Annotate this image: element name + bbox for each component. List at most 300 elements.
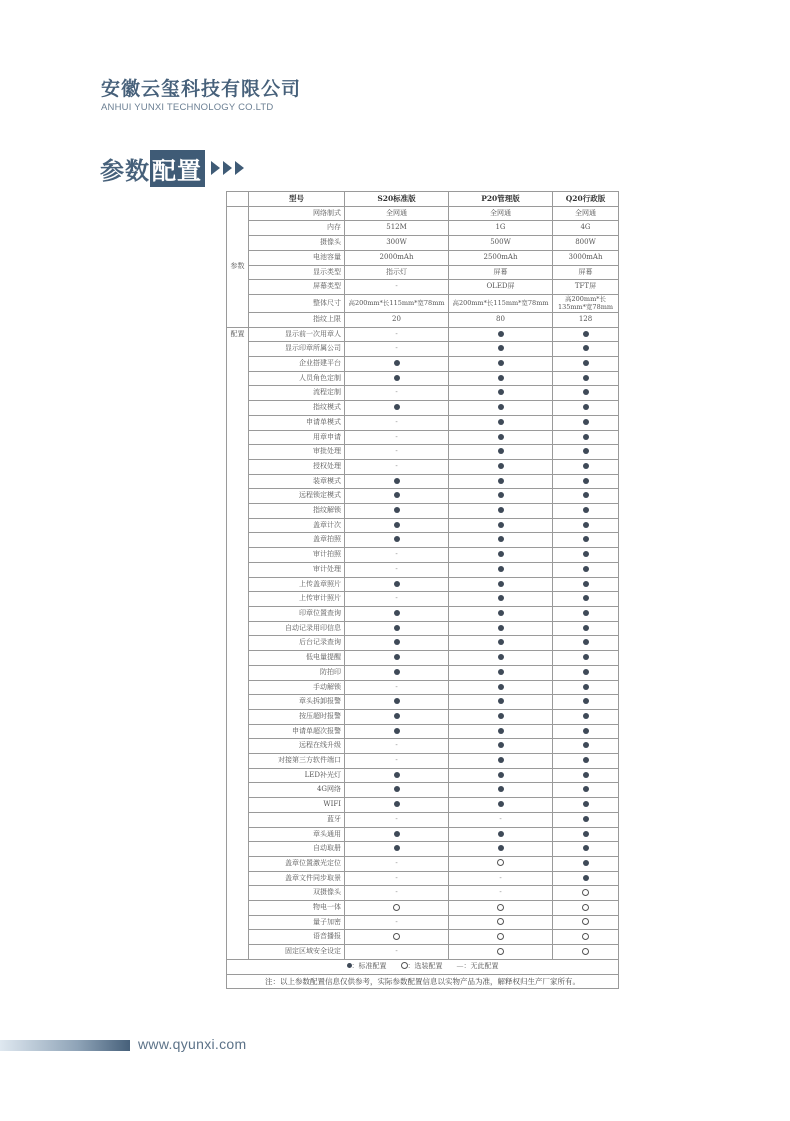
- standard-dot-icon: [583, 757, 589, 763]
- standard-dot-icon: [583, 566, 589, 572]
- item-value: [449, 636, 553, 651]
- item-value: [345, 415, 449, 430]
- table-row: [227, 901, 619, 916]
- table-row: [227, 577, 619, 592]
- item-name: 后台记录查询: [249, 636, 345, 651]
- item-value: [449, 754, 553, 769]
- standard-dot-icon: [498, 713, 504, 719]
- table-row: [227, 430, 619, 445]
- standard-dot-icon: [498, 786, 504, 792]
- item-value: [449, 680, 553, 695]
- item-value: [553, 886, 619, 901]
- legend-row: [227, 959, 619, 974]
- standard-dot-icon: [583, 522, 589, 528]
- none-dash: -: [395, 344, 398, 353]
- standard-dot-icon: [498, 845, 504, 851]
- footer-url[interactable]: www.qyunxi.com: [138, 1036, 247, 1052]
- table-row: [227, 768, 619, 783]
- standard-dot-icon: [583, 507, 589, 513]
- item-value: [449, 842, 553, 857]
- standard-dot-icon: [498, 684, 504, 690]
- spec-table-container: [226, 191, 618, 989]
- table-row: [227, 856, 619, 871]
- item-value: [553, 901, 619, 916]
- standard-dot-icon: [498, 772, 504, 778]
- item-value: [553, 606, 619, 621]
- standard-dot-icon: [583, 698, 589, 704]
- item-value: [345, 842, 449, 857]
- table-row: [227, 709, 619, 724]
- item-value: [345, 327, 449, 342]
- table-row: [227, 221, 619, 236]
- standard-dot-icon: [583, 816, 589, 822]
- company-name-cn: 安徽云玺科技有限公司: [101, 78, 302, 100]
- item-value: [449, 489, 553, 504]
- item-value: [553, 783, 619, 798]
- item-value: [449, 651, 553, 666]
- item-value: [345, 856, 449, 871]
- item-value: [449, 533, 553, 548]
- item-value: [345, 562, 449, 577]
- item-value: OLED屏: [449, 280, 553, 295]
- item-name: 印章位置查询: [249, 606, 345, 621]
- item-value: [553, 489, 619, 504]
- item-value: [449, 695, 553, 710]
- item-value: [553, 930, 619, 945]
- standard-dot-icon: [498, 448, 504, 454]
- standard-dot-icon: [583, 610, 589, 616]
- standard-dot-icon: [498, 625, 504, 631]
- item-name: 授权处理: [249, 459, 345, 474]
- item-value: [449, 930, 553, 945]
- item-value: [553, 636, 619, 651]
- header-cell: S20标准版: [345, 192, 449, 207]
- table-row: [227, 445, 619, 460]
- item-value: [553, 474, 619, 489]
- item-name: 手动解锁: [249, 680, 345, 695]
- item-value: [553, 548, 619, 563]
- item-name: 装章模式: [249, 474, 345, 489]
- item-value: 800W: [553, 236, 619, 251]
- table-row: [227, 812, 619, 827]
- section-title-part1: 参数: [100, 156, 150, 185]
- optional-circle-icon: [497, 948, 504, 955]
- table-row: [227, 739, 619, 754]
- standard-dot-icon: [498, 345, 504, 351]
- standard-dot-icon: [394, 625, 400, 631]
- item-value: 512M: [345, 221, 449, 236]
- standard-dot-icon: [583, 625, 589, 631]
- item-name: 4G网络: [249, 783, 345, 798]
- note-row: [227, 974, 619, 989]
- table-row: [227, 533, 619, 548]
- table-row: [227, 798, 619, 813]
- item-value: [345, 636, 449, 651]
- table-row: [227, 386, 619, 401]
- item-value: [345, 827, 449, 842]
- item-name: 双摄像头: [249, 886, 345, 901]
- item-name: 按压超时报警: [249, 709, 345, 724]
- none-dash: -: [395, 917, 398, 926]
- item-value: 指示灯: [345, 265, 449, 280]
- standard-dot-icon: [394, 654, 400, 660]
- item-value: [449, 724, 553, 739]
- optional-circle-icon: [582, 933, 589, 940]
- table-row: [227, 871, 619, 886]
- item-value: [553, 695, 619, 710]
- optional-circle-icon: [582, 948, 589, 955]
- item-value: 高200mm*长115mm*宽78mm: [449, 294, 553, 312]
- none-dash: -: [395, 461, 398, 470]
- item-value: [553, 430, 619, 445]
- item-value: 全网通: [345, 206, 449, 221]
- optional-circle-icon: [401, 962, 408, 969]
- item-value: [345, 533, 449, 548]
- item-name: 盖章位置激光定位: [249, 856, 345, 871]
- legend-optional: ：选装配置: [407, 961, 443, 970]
- none-dash: -: [395, 329, 398, 338]
- none-dash: -: [395, 447, 398, 456]
- item-value: [345, 577, 449, 592]
- optional-circle-icon: [582, 904, 589, 911]
- item-value: 2000mAh: [345, 250, 449, 265]
- standard-dot-icon: [347, 963, 352, 968]
- standard-dot-icon: [583, 375, 589, 381]
- legend-none: ：无此配置: [463, 961, 499, 970]
- standard-dot-icon: [394, 669, 400, 675]
- item-value: [449, 945, 553, 960]
- item-value: 2500mAh: [449, 250, 553, 265]
- item-value: 300W: [345, 236, 449, 251]
- table-row: [227, 606, 619, 621]
- standard-dot-icon: [394, 478, 400, 484]
- item-value: [449, 592, 553, 607]
- item-value: [449, 783, 553, 798]
- standard-dot-icon: [583, 434, 589, 440]
- item-value: [449, 827, 553, 842]
- item-value: [553, 357, 619, 372]
- note-cell: 注：以上参数配置信息仅供参考，实际参数配置信息以实物产品为准，解释权归生产厂家所有。: [227, 974, 619, 989]
- item-name: 物电一体: [249, 901, 345, 916]
- item-name: 内存: [249, 221, 345, 236]
- item-value: TFT屏: [553, 280, 619, 295]
- table-row: [227, 680, 619, 695]
- standard-dot-icon: [498, 507, 504, 513]
- item-value: [345, 280, 449, 295]
- standard-dot-icon: [394, 522, 400, 528]
- item-value: [553, 518, 619, 533]
- table-row: [227, 342, 619, 357]
- standard-dot-icon: [498, 419, 504, 425]
- item-value: [345, 342, 449, 357]
- item-value: [345, 665, 449, 680]
- standard-dot-icon: [583, 389, 589, 395]
- standard-dot-icon: [394, 728, 400, 734]
- standard-dot-icon: [498, 581, 504, 587]
- item-value: [449, 886, 553, 901]
- item-name: 审计拍照: [249, 548, 345, 563]
- item-value: [345, 739, 449, 754]
- standard-dot-icon: [498, 742, 504, 748]
- item-value: [345, 901, 449, 916]
- table-row: [227, 250, 619, 265]
- table-row: [227, 665, 619, 680]
- item-value: [449, 342, 553, 357]
- standard-dot-icon: [583, 684, 589, 690]
- none-dash: -: [395, 858, 398, 867]
- item-value: [553, 459, 619, 474]
- none-dash: -: [395, 282, 398, 291]
- spec-table: [226, 191, 619, 989]
- item-value: [553, 709, 619, 724]
- header-cell: P20管理版: [449, 192, 553, 207]
- item-name: 固定区域安全设定: [249, 945, 345, 960]
- table-row: [227, 401, 619, 416]
- standard-dot-icon: [583, 492, 589, 498]
- item-name: 审批处理: [249, 445, 345, 460]
- item-name: 上传审计照片: [249, 592, 345, 607]
- item-value: [345, 783, 449, 798]
- item-name: 语音播报: [249, 930, 345, 945]
- item-name: 盖章计次: [249, 518, 345, 533]
- standard-dot-icon: [394, 536, 400, 542]
- item-value: [553, 621, 619, 636]
- item-value: [449, 548, 553, 563]
- standard-dot-icon: [498, 492, 504, 498]
- item-value: [345, 548, 449, 563]
- standard-dot-icon: [394, 581, 400, 587]
- standard-dot-icon: [583, 463, 589, 469]
- standard-dot-icon: [498, 360, 504, 366]
- standard-dot-icon: [498, 375, 504, 381]
- standard-dot-icon: [583, 786, 589, 792]
- none-dash: -: [395, 947, 398, 956]
- header-cell: 型号: [249, 192, 345, 207]
- item-value: [449, 504, 553, 519]
- item-name: 指纹解锁: [249, 504, 345, 519]
- item-value: [449, 357, 553, 372]
- item-value: [553, 533, 619, 548]
- standard-dot-icon: [583, 404, 589, 410]
- standard-dot-icon: [583, 360, 589, 366]
- legend-cell: [227, 959, 619, 974]
- item-value: 高200mm*长135mm*宽78mm: [553, 294, 619, 312]
- standard-dot-icon: [394, 713, 400, 719]
- table-row: [227, 327, 619, 342]
- item-value: [449, 915, 553, 930]
- item-value: [345, 724, 449, 739]
- optional-circle-icon: [393, 904, 400, 911]
- standard-dot-icon: [583, 742, 589, 748]
- item-value: [345, 592, 449, 607]
- item-name: 电池容量: [249, 250, 345, 265]
- item-value: 全网通: [449, 206, 553, 221]
- standard-dot-icon: [394, 831, 400, 837]
- item-value: [449, 739, 553, 754]
- none-dash: -: [499, 888, 502, 897]
- table-row: [227, 371, 619, 386]
- item-value: [345, 709, 449, 724]
- item-value: [449, 518, 553, 533]
- item-value: [345, 474, 449, 489]
- standard-dot-icon: [583, 478, 589, 484]
- none-dash: -: [499, 814, 502, 823]
- standard-dot-icon: [583, 845, 589, 851]
- header-group-cell: [227, 192, 249, 207]
- item-value: [553, 592, 619, 607]
- table-row: [227, 206, 619, 221]
- standard-dot-icon: [498, 728, 504, 734]
- item-value: 屏幕: [449, 265, 553, 280]
- item-value: 屏幕: [553, 265, 619, 280]
- standard-dot-icon: [498, 610, 504, 616]
- table-row: [227, 783, 619, 798]
- title-arrows-icon: [211, 161, 247, 175]
- none-dash: -: [395, 888, 398, 897]
- item-name: 对接第三方软件端口: [249, 754, 345, 769]
- item-name: 章头拆卸报警: [249, 695, 345, 710]
- header-cell: Q20行政版: [553, 192, 619, 207]
- table-row: [227, 518, 619, 533]
- group-label-params: 参数: [227, 206, 249, 327]
- optional-circle-icon: [582, 889, 589, 896]
- item-name: 自动取册: [249, 842, 345, 857]
- standard-dot-icon: [583, 875, 589, 881]
- standard-dot-icon: [583, 654, 589, 660]
- item-name: 流程定制: [249, 386, 345, 401]
- table-row: [227, 621, 619, 636]
- item-value: [345, 459, 449, 474]
- footer-bar: [0, 1040, 130, 1051]
- standard-dot-icon: [583, 419, 589, 425]
- item-value: [345, 518, 449, 533]
- section-title: [100, 152, 247, 184]
- item-value: [553, 386, 619, 401]
- item-name: 网络制式: [249, 206, 345, 221]
- item-value: [553, 871, 619, 886]
- item-value: [553, 562, 619, 577]
- standard-dot-icon: [583, 860, 589, 866]
- item-value: [345, 930, 449, 945]
- item-name: 远程锁定模式: [249, 489, 345, 504]
- item-value: [449, 562, 553, 577]
- table-row: [227, 915, 619, 930]
- standard-dot-icon: [498, 331, 504, 337]
- none-dash: -: [395, 756, 398, 765]
- table-row: [227, 489, 619, 504]
- item-value: [553, 856, 619, 871]
- none-dash: -: [395, 432, 398, 441]
- standard-dot-icon: [498, 757, 504, 763]
- table-row: [227, 842, 619, 857]
- none-dash: -: [395, 550, 398, 559]
- item-value: [553, 665, 619, 680]
- none-dash: -: [395, 873, 398, 882]
- item-value: [449, 401, 553, 416]
- item-value: [345, 680, 449, 695]
- item-name: 防拍印: [249, 665, 345, 680]
- table-row: [227, 504, 619, 519]
- standard-dot-icon: [583, 536, 589, 542]
- item-name: 盖章拍照: [249, 533, 345, 548]
- table-row: [227, 548, 619, 563]
- item-value: [345, 504, 449, 519]
- item-value: [345, 695, 449, 710]
- none-dash: -: [395, 814, 398, 823]
- item-value: [553, 327, 619, 342]
- item-value: [449, 371, 553, 386]
- item-value: [345, 371, 449, 386]
- item-name: 屏幕类型: [249, 280, 345, 295]
- item-value: [553, 342, 619, 357]
- item-value: [449, 901, 553, 916]
- item-name: 显示印章所属公司: [249, 342, 345, 357]
- item-value: [553, 798, 619, 813]
- item-value: [553, 577, 619, 592]
- standard-dot-icon: [583, 772, 589, 778]
- standard-dot-icon: [583, 331, 589, 337]
- item-value: [553, 680, 619, 695]
- optional-circle-icon: [497, 859, 504, 866]
- standard-dot-icon: [394, 845, 400, 851]
- optional-circle-icon: [582, 918, 589, 925]
- item-value: [553, 445, 619, 460]
- item-value: [449, 709, 553, 724]
- item-value: [553, 724, 619, 739]
- item-name: 低电量提醒: [249, 651, 345, 666]
- standard-dot-icon: [583, 639, 589, 645]
- standard-dot-icon: [498, 522, 504, 528]
- item-value: [449, 768, 553, 783]
- item-value: [345, 651, 449, 666]
- standard-dot-icon: [498, 654, 504, 660]
- standard-dot-icon: [394, 698, 400, 704]
- item-value: [449, 871, 553, 886]
- standard-dot-icon: [498, 434, 504, 440]
- item-name: WIFI: [249, 798, 345, 813]
- item-value: [345, 754, 449, 769]
- item-name: 自动记录用印信息: [249, 621, 345, 636]
- standard-dot-icon: [583, 448, 589, 454]
- standard-dot-icon: [394, 610, 400, 616]
- item-value: 80: [449, 312, 553, 327]
- item-name: 指纹模式: [249, 401, 345, 416]
- table-row: [227, 827, 619, 842]
- optional-circle-icon: [497, 918, 504, 925]
- item-value: [553, 945, 619, 960]
- table-row: [227, 294, 619, 312]
- item-value: [449, 665, 553, 680]
- standard-dot-icon: [394, 360, 400, 366]
- table-row: [227, 265, 619, 280]
- item-value: [345, 386, 449, 401]
- item-value: [449, 459, 553, 474]
- table-row: [227, 280, 619, 295]
- item-name: 章头通用: [249, 827, 345, 842]
- item-value: [345, 621, 449, 636]
- none-dash: -: [499, 873, 502, 882]
- item-value: [449, 430, 553, 445]
- item-value: [553, 768, 619, 783]
- standard-dot-icon: [583, 831, 589, 837]
- standard-dot-icon: [394, 786, 400, 792]
- item-name: 申请单模式: [249, 415, 345, 430]
- item-value: [553, 401, 619, 416]
- table-row: [227, 474, 619, 489]
- item-name: 审计处理: [249, 562, 345, 577]
- item-value: [449, 577, 553, 592]
- item-value: [449, 445, 553, 460]
